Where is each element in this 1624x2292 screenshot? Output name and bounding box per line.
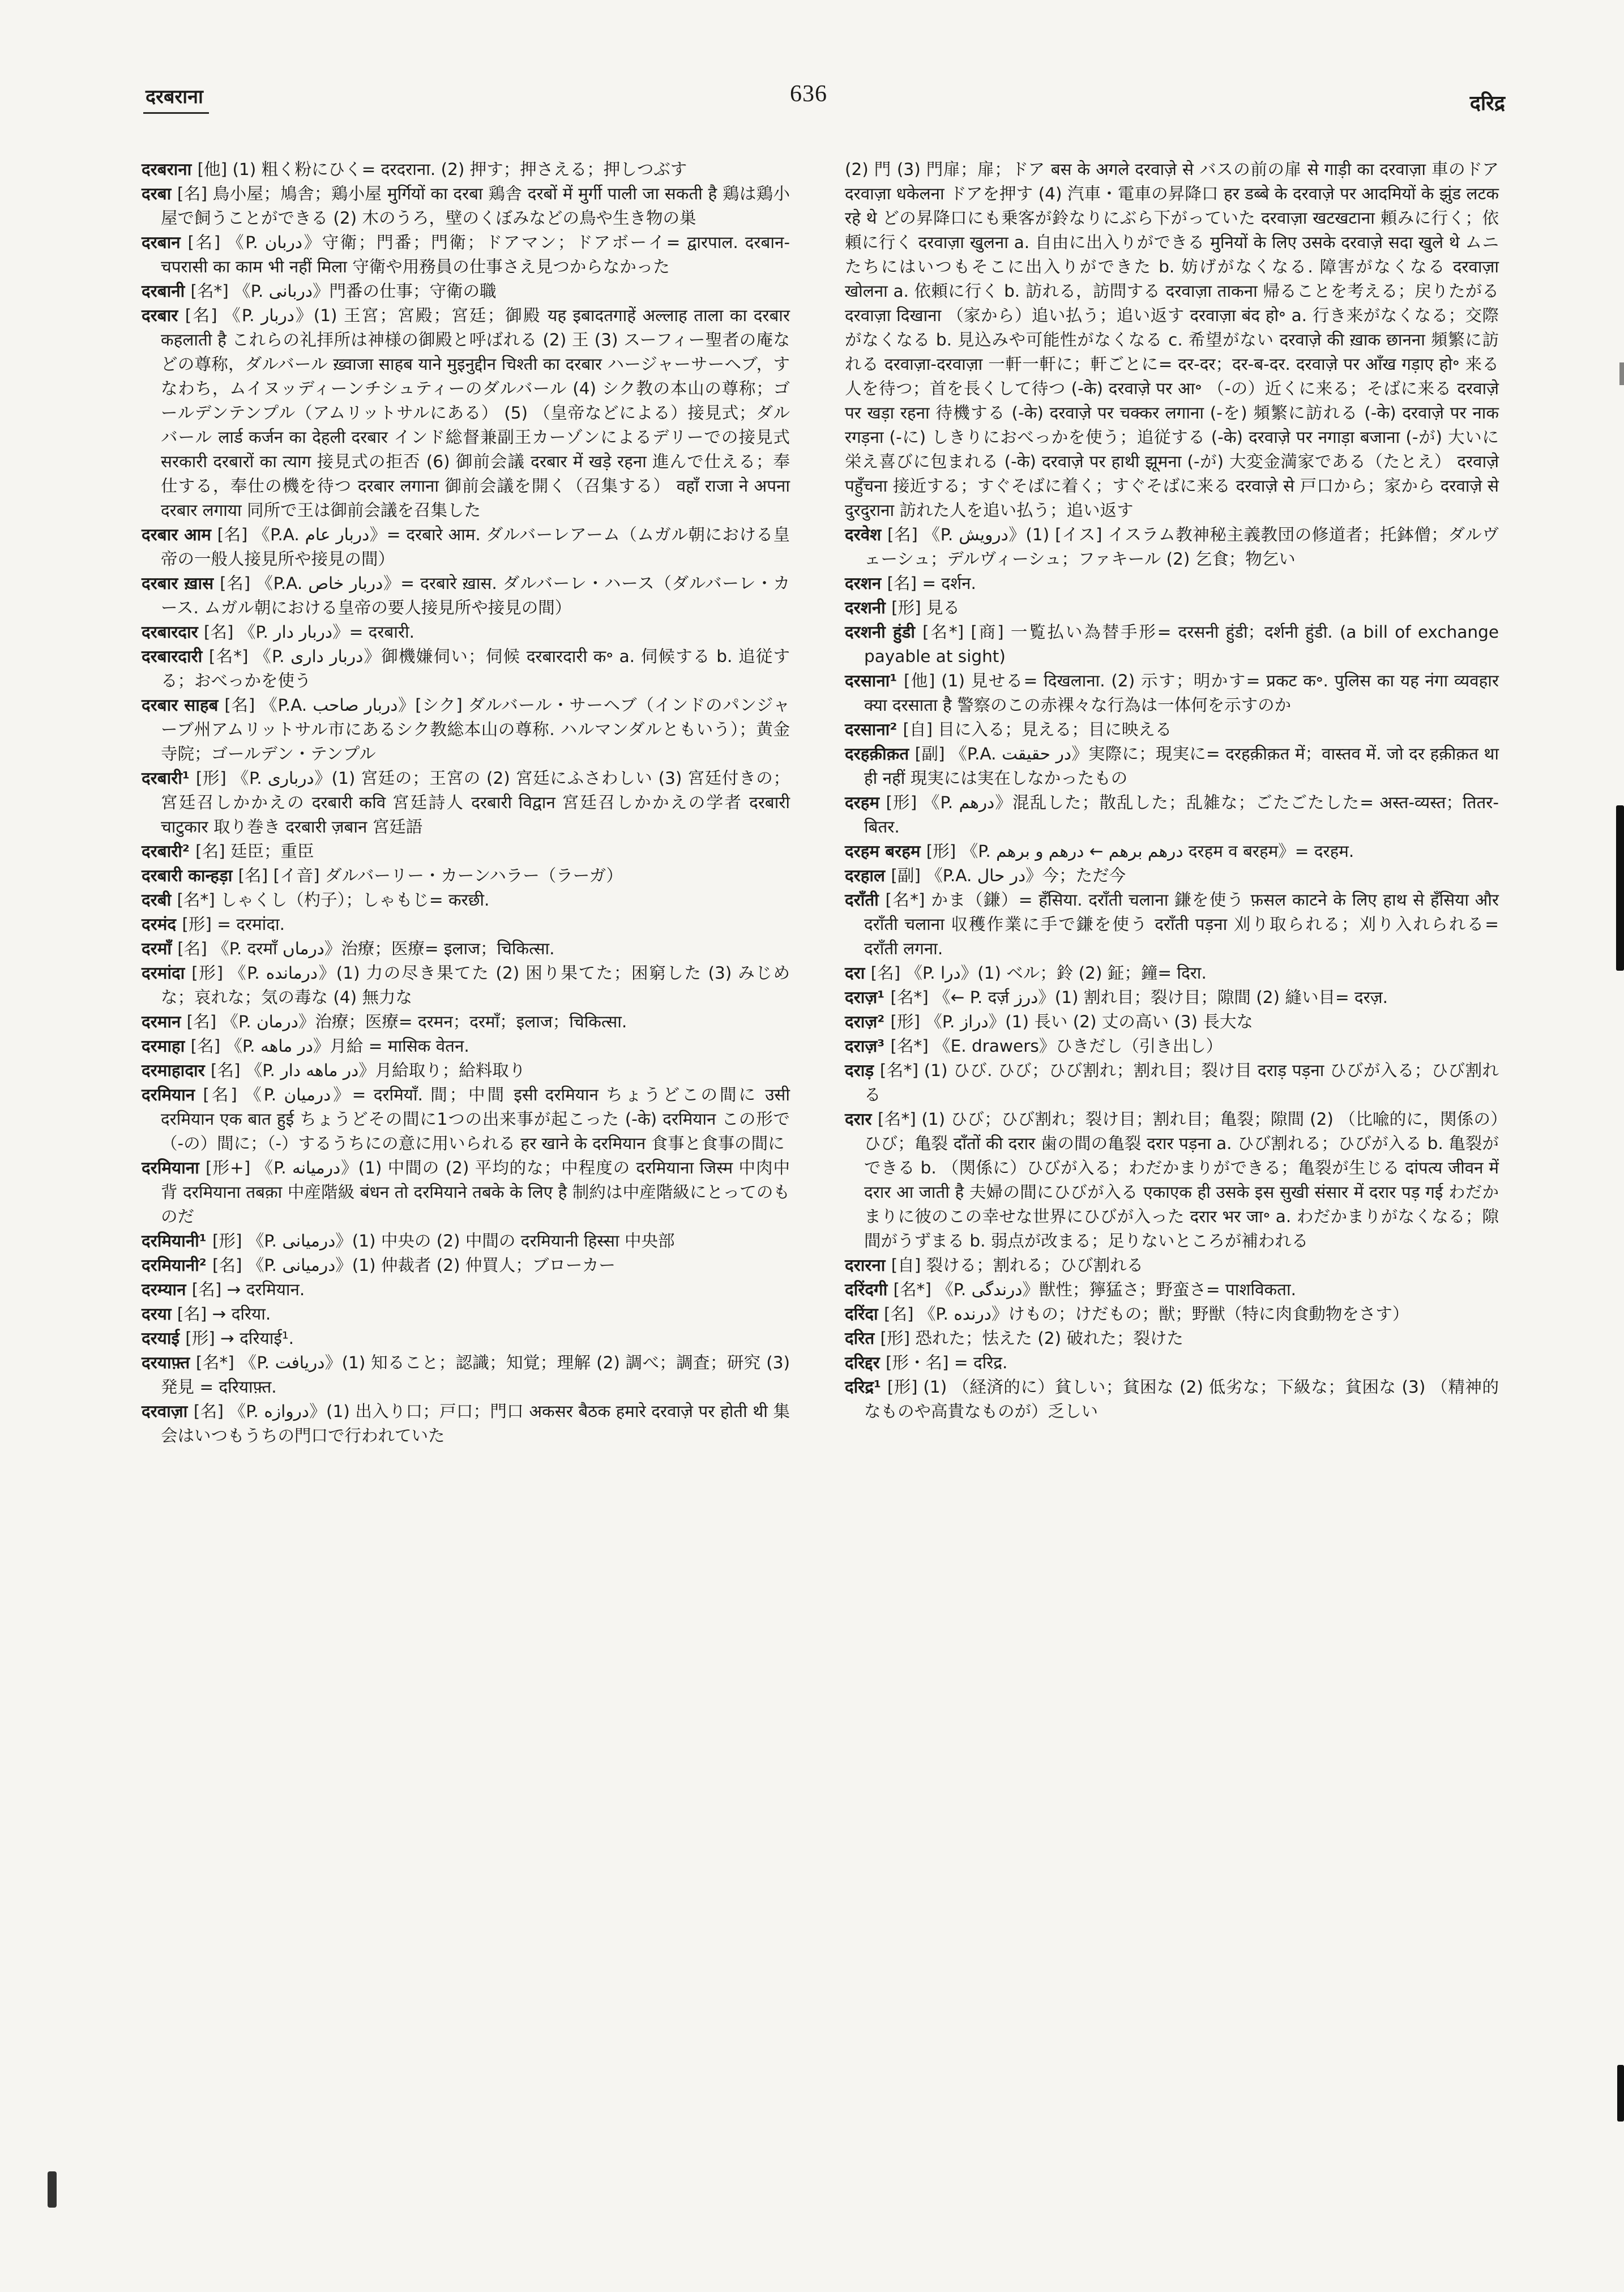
headword: दरिंदगी [845, 1280, 894, 1299]
dictionary-entry: दराज़³ [名*] 《E. drawers》ひきだし（引き出し） [845, 1036, 1223, 1056]
headword: दरारना [845, 1256, 891, 1275]
dictionary-entry: दरार [名*] (1) ひび；ひび割れ；裂け目；割れ目；亀裂；隙間 (2) （比喩的に，関係の）ひび；亀裂 दाँतों की दरार 歯の間の亀裂 दरार पड़ना a. ひび割れる；ひびが入る b. 亀裂ができる b. （関係に）ひびが入る；わだかまりができる；亀裂が生じる दांपत्य जीवन में दरार आ जाती है 夫婦の間にひびが入る एकाएक ही उसके इस सुखी संसार में दरार पड़ गई わだかまりに彼のこの幸せな世界にひびが入った दरार भर जा॰ a. わだかまりがなくなる；隙間がうずまる b. 弱点が改まる；足りないところが補われる [845, 1109, 1499, 1250]
dictionary-entry: दरबार आम [名] 《P.A. دربار عام》= दरबारे आम. ダルバーレアーム（ムガル朝における皇帝の一般人接見所や接見の間） [142, 525, 790, 569]
scan-artifact-edge-mark [1619, 362, 1624, 385]
dictionary-entry: दरमियानी² [名] 《P. درمیانی》(1) 仲裁者 (2) 仲買人；ブローカー [142, 1256, 616, 1275]
headword: दरबानी [142, 281, 191, 301]
entry-continuation: (2) 門 (3) 門扉；扉；ドア बस के अगले दरवाज़े से バスの前の扉 से गाड़ी का दरवाज़ा 車のドア दरवाज़ा धकेलना ドアを押す (4) 汽車・電車の昇降口 हर डब्बे के दरवाज़े पर आदमियों के झुंड लटक रहे थे どの昇降口にも乗客が鈴なりにぶら下がっていた दरवाज़ा खटखटाना 頼みに行く；依頼に行く दरवाज़ा खुलना a. 自由に出入りができる मुनियों के लिए उसके दरवाज़े सदा खुले थे ムニたちにはいつもそこに出入りができた b. 妨げがなくなる. 障害がなくなる दरवाज़ा खोलना a. 依頼に行く b. 訪れる，訪問する दरवाज़ा ताकना 帰ることを考える；戻りたがる दरवाज़ा दिखाना （家から）追い払う；追い返す दरवाज़ा बंद हो॰ a. 行き来がなくなる；交際がなくなる b. 見込みや可能性がなくなる c. 希望がない दरवाज़े की ख़ाक छानना 頻繁に訪れる दरवाज़ा-दरवाज़ा 一軒一軒に；軒ごとに= दर-दर；दर-ब-दर. दरवाज़े पर आँख गड़ाए हो॰ 来る人を待つ；首を長くして待つ (-के) दरवाज़े पर आ॰ （-の）近くに来る；そばに来る दरवाज़े पर खड़ा रहना 待機する (-के) दरवाज़े पर चक्कर लगाना (-を) 頻繁に訪れる (-के) दरवाज़े पर नाक रगड़ना (-に) しきりにおべっかを使う；追従する (-के) दरवाज़े पर नगाड़ा बजाना (-が) 大いに栄え喜びに包まれる (-के) दरवाज़े पर हाथी झूमना (-が) 大変金満家である（たとえ） दरवाज़े पहुँचना 接近する；すぐそばに着く；すぐそばに来る दरवाज़े से 戸口から；家から दरवाज़े से दुरदुराना 訪れた人を追い払う；追い返す [845, 160, 1499, 520]
dictionary-entry: दरबा [名] 鳥小屋；鳩舎；鶏小屋 मुर्गियों का दरबा 鶏舎 दरबों में मुर्गी पाली जा सकती है 鶏は鶏小屋で飼うことができる (2) 木のうろ，壁のくぼみなどの鳥や生き物の巣 [142, 184, 790, 228]
headword: दरहक़ीक़त [845, 744, 915, 763]
dictionary-entry: दरबान [名] 《P. دربان》守衛；門番；門衛；ドアマン；ドアボーイ= द्वारपाल. दरबान-चपरासी का काम भी नहीं मिला 守衛や用務員の仕事さえ見つからなかった [142, 233, 790, 276]
dictionary-entry: दरिद्र¹ [形] (1) （経済的に）貧しい；貧困な (2) 低劣な；下級な；貧困な (3) （精神的なものや高貴なものが）乏しい [845, 1377, 1499, 1421]
dictionary-entry: दरमियान [名] 《P. درمیان》= दरमियाँ. 間；中間 इसी दरमियान ちょうどこの間に उसी दरमियान एक बात हुई ちょうどその間に1つの出来事が起こった (-के) दरमियान この形で（-の）間に；（-）するうちにの意に用いられる हर खाने के दरमियान 食事と食事の間に [142, 1085, 790, 1153]
scan-artifact-right-strip [1617, 2065, 1624, 2122]
headword: दरिद्र¹ [845, 1377, 887, 1397]
headword: दरमान [142, 1012, 187, 1031]
dictionary-entry: दरबी [名*] しゃくし（杓子）；しゃもじ= करछी. [142, 890, 490, 910]
headword: दरबारदारी [142, 647, 209, 666]
headword: दरमियानी¹ [142, 1231, 212, 1250]
headword: दरहाल [845, 866, 891, 885]
headword: दरमियान [142, 1085, 203, 1104]
dictionary-entry: दरबारदार [名] 《P. دربار دار》= दरबारी. [142, 622, 414, 642]
headword: दरवाज़ा [142, 1402, 194, 1421]
headword: दरा [845, 963, 871, 983]
headword: दरसाना² [845, 720, 903, 739]
scan-artifact-left-mark [48, 2171, 57, 2208]
headword: दरबार ख़ास [142, 574, 220, 593]
dictionary-entry: दरबारी² [名] 廷臣；重臣 [142, 842, 314, 861]
dictionary-entry: दरा [名] 《P. درا》(1) ベル；鈴 (2) 鉦；鐘= दिरा. [845, 963, 1207, 983]
headword: दरिंदा [845, 1304, 884, 1324]
dictionary-entry: दरसाना¹ [他] (1) 見せる= दिखलाना. (2) 示す；明かす= प्रकट क॰. पुलिस का यह नंगा व्यवहार क्या दरसाता है 警察のこの赤裸々な行為は一体何を示すのか [845, 671, 1499, 715]
headword: दरशन [845, 574, 887, 593]
guide-word-left: दरबराना [143, 83, 209, 114]
dictionary-entry: दरमांदा [形] 《P. درمانده》(1) 力の尽き果てた (2) 困り果てた；困窮した (3) みじめな；哀れな；気の毒な (4) 無力な [142, 963, 790, 1007]
column-left [142, 157, 790, 1448]
dictionary-entry: दरयाफ़्त [名*] 《P. دریافت》(1) 知ること；認識；知覚；理解 (2) 調べ；調査；研究 (3) 発見 = दरियाफ़्त. [142, 1353, 790, 1397]
headword: दरमियानी² [142, 1256, 212, 1275]
dictionary-entry: दरित [形] 恐れた；怯えた (2) 破れた；裂けた [845, 1329, 1183, 1348]
headword: दरमाहा [142, 1036, 191, 1056]
headword: दरबारदार [142, 622, 204, 642]
dictionary-entry: दरबारी कान्हड़ा [名] [イ音] ダルバーリー・カーンハラー（ラーガ） [142, 866, 623, 885]
dictionary-entry: दरमान [名] 《P. درمان》治療；医療= दरमन；दरमाँ；इलाज；चिकित्सा. [142, 1012, 627, 1031]
dictionary-entry: दरिंदगी [名*] 《P. درندگی》獣性；獰猛さ；野蛮さ= पाशविकता. [845, 1280, 1296, 1299]
headword: दराज़³ [845, 1036, 891, 1056]
dictionary-entry: दराज़² [形] 《P. دراز》(1) 長い (2) 丈の高い (3) 長大な [845, 1012, 1253, 1031]
headword: दरबार साहब [142, 695, 225, 715]
dictionary-entry: दराँती [名*] かま（鎌）= हँसिया. दराँती चलाना 鎌を使う फ़सल काटने के लिए हाथ से हँसिया और दराँती चलाना 収穫作業に手で鎌を使う दराँती पड़ना 刈り取られる；刈り入れられる= दराँती लगना. [845, 890, 1499, 958]
dictionary-entry: दरबानी [名*] 《P. دربانی》門番の仕事；守衛の職 [142, 281, 497, 301]
page-header [0, 72, 1624, 115]
dictionary-entry: दरबार ख़ास [名] 《P.A. دربار خاص》= दरबारे ख़ास. ダルバーレ・ハース（ダルバーレ・カース. ムガル朝における皇帝の要人接見所や接見の間） [142, 574, 790, 617]
dictionary-entry: दरशनी हुंडी [名*] [商] 一覧払い為替手形= दरसनी हुंडी；दर्शनी हुंडी. (a bill of exchange payable at sight) [845, 622, 1499, 666]
dictionary-entry: दरारना [自] 裂ける；割れる；ひび割れる [845, 1256, 1144, 1275]
headword: दरबार आम [142, 525, 217, 544]
scan-artifact-right-strip [1616, 805, 1624, 971]
headword: दराड़ [845, 1061, 880, 1080]
headword: दरहम बरहम [845, 842, 926, 861]
headword: दरमियाना [142, 1158, 206, 1177]
headword: दरशनी हुंडी [845, 622, 923, 642]
headword: दरित [845, 1329, 881, 1348]
headword: दरमाहादार [142, 1061, 211, 1080]
headword: दरम्यान [142, 1280, 192, 1299]
dictionary-entry: दराड़ [名*] (1) ひび. ひび；ひび割れ；割れ目；裂け目 दराड़ पड़ना ひびが入る；ひび割れる [845, 1061, 1499, 1104]
dictionary-entry: दरमियानी¹ [形] 《P. درمیانی》(1) 中央の (2) 中間の दरमियानी हिस्सा 中央部 [142, 1231, 675, 1250]
headword: दरयाफ़्त [142, 1353, 196, 1372]
headword: दरया [142, 1304, 177, 1324]
dictionary-entry: दरशन [名] = दर्शन. [845, 574, 976, 593]
headword: दरमंद [142, 915, 182, 934]
dictionary-entry: दरवाज़ा [名] 《P. دروازه》(1) 出入り口；戸口；門口 अकसर बैठक हमारे दरवाज़े पर होती थी 集会はいつもうちの門口で行われていた [142, 1402, 790, 1445]
dictionary-entry: दरवेश [名] 《P. درویش》(1) [イス] イスラム教神秘主義教団の修道者；托鉢僧；ダルヴェーシュ；デルヴィーシュ；ファキール (2) 乞食；物乞い [845, 525, 1499, 569]
headword: दरशनी [845, 598, 892, 617]
headword: दरहम [845, 793, 886, 812]
headword: दरयाई [142, 1329, 186, 1348]
dictionary-entry: दरबारी¹ [形] 《P. درباری》(1) 宮廷の；王宮の (2) 宮廷にふさわしい (3) 宮廷付きの；宮廷召しかかえの दरबारी कवि 宮廷詩人 दरबारी विद्वान 宮廷召しかかえの学者 दरबारी चाटुकार 取り巻き दरबारी ज़बान 宮廷語 [142, 769, 790, 836]
dictionary-entry: दरहम [形] 《P. درهم》混乱した；散乱した；乱雑な；ごたごたした= अस्त-व्यस्त；तितर-बितर. [845, 793, 1499, 836]
dictionary-entry: दरहम बरहम [形] 《P. درهم برهم ← درهم و برهم दरहम व बरहम》= दरहम. [845, 842, 1354, 861]
headword: दरवेश [845, 525, 888, 544]
headword: दरार [845, 1109, 878, 1129]
dictionary-entry: दरमियाना [形+] 《P. درمیانه》(1) 中間の (2) 平均的な；中程度の दरमियाना जिस्म 中肉中背 दरमियाना तबक़ा 中産階級 बंधन तो दरमियाने तबके के लिए है 制約は中産階級にとってのものだ [142, 1158, 790, 1226]
dictionary-entry: दरमाहा [名] 《P. در ماهه》月給 = मासिक वेतन. [142, 1036, 469, 1056]
headword: दराज़¹ [845, 988, 891, 1007]
dictionary-entry: दरमाँ [名] 《P. दरमाँ درماں》治療；医療= इलाज；चिकित्सा. [142, 939, 555, 958]
dictionary-entry: दरिद्दर [形・名] = दरिद्र. [845, 1353, 1008, 1372]
dictionary-entry: दराज़¹ [名*] 《← P. दर्ज़ درز》(1) 割れ目；裂け目；隙間 (2) 縫い目= दरज़. [845, 988, 1388, 1007]
dictionary-entry: दरशनी [形] 見る [845, 598, 960, 617]
headword: दरिद्दर [845, 1353, 886, 1372]
headword: दराँती [845, 890, 886, 910]
dictionary-entry: दरबार [名] 《P. دربار》(1) 王宮；宮殿；宮廷；御殿 यह इबादतगाहें अल्लाह ताला का दरबार कहलाती है これらの礼拝所は神様の御殿と呼ばれる (2) 王 (3) スーフィー聖者の庵などの尊称，ダルバール ख़्वाजा साहब याने मुइनुद्दीन चिश्ती का दरबार ハージャーサーヘブ，すなわち，ムイヌッディーンチシュティーのダルバール (4) シク教の本山の尊称；ゴールデンテンプル（アムリットサルにある） (5) （皇帝などによる）接見式；ダルバール लार्ड कर्जन का देहली दरबार インド総督兼副王カーゾンによるデリーでの接見式 सरकारी दरबारों का त्याग 接見式の拒否 (6) 御前会議 दरबार में खड़े रहना 進んで仕える；奉仕する，奉仕の機を待つ दरबार लगाना 御前会議を開く（召集する） वहाँ राजा ने अपना दरबार लगाया 同所で王は御前会議を召集した [142, 306, 790, 520]
headword: दरबराना [142, 160, 198, 179]
column-right [845, 157, 1499, 1424]
dictionary-entry: दरबारदारी [名*] 《P. دربار داری》御機嫌伺い；伺候 दरबारदारी क॰ a. 伺候する b. 追従する；おべっかを使う [142, 647, 790, 690]
headword: दरमांदा [142, 963, 192, 983]
dictionary-entry: दरसाना² [自] 目に入る；見える；目に映える [845, 720, 1172, 739]
headword: दरबी [142, 890, 177, 910]
dictionary-entry: दरहाल [副] 《P.A. در حال》今；ただ今 [845, 866, 1126, 885]
headword: दरमाँ [142, 939, 178, 958]
dictionary-entry: दरयाई [形] → दरियाई¹. [142, 1329, 294, 1348]
headword: दरबा [142, 184, 177, 203]
dictionary-entry: दरबराना [他] (1) 粗く粉にひく= दरदराना. (2) 押す；押さえる；押しつぶす [142, 160, 687, 179]
headword: दरबारी¹ [142, 769, 196, 788]
dictionary-entry: दरम्यान [名] → दरमियान. [142, 1280, 305, 1299]
dictionary-entry: दरया [名] → दरिया. [142, 1304, 271, 1324]
headword: दराज़² [845, 1012, 891, 1031]
headword: दरबान [142, 233, 188, 252]
headword: दरबारी² [142, 842, 196, 861]
dictionary-entry: दरबार साहब [名] 《P.A. دربار صاحب》[シク] ダルバール・サーヘブ（インドのパンジャーブ州アムリットサル市にあるシク教総本山の尊称. ハルマンダルともいう）；黄金寺院；ゴールデン・テンプル [142, 695, 790, 763]
guide-word-right: दरिद्र [1469, 92, 1505, 115]
dictionary-entry: दरमंद [形] = दरमांदा. [142, 915, 285, 934]
headword: दरसाना¹ [845, 671, 904, 690]
dictionary-entry: दरिंदा [名] 《P. درنده》けもの；けだもの；獣；野獣（特に肉食動物をさす） [845, 1304, 1409, 1324]
page-number: 636 [790, 81, 827, 107]
headword: दरबार [142, 306, 185, 325]
dictionary-entry: दरहक़ीक़त [副] 《P.A. در حقیقت》実際に；現実に= दरहक़ीक़त में；वास्तव में. जो दर हक़ीक़त था ही नहीं 現実には実在しなかったもの [845, 744, 1499, 788]
dictionary-entry: दरमाहादार [名] 《P. در ماهه دار》月給取り；給料取り [142, 1061, 526, 1080]
headword: दरबारी कान्हड़ा [142, 866, 238, 885]
